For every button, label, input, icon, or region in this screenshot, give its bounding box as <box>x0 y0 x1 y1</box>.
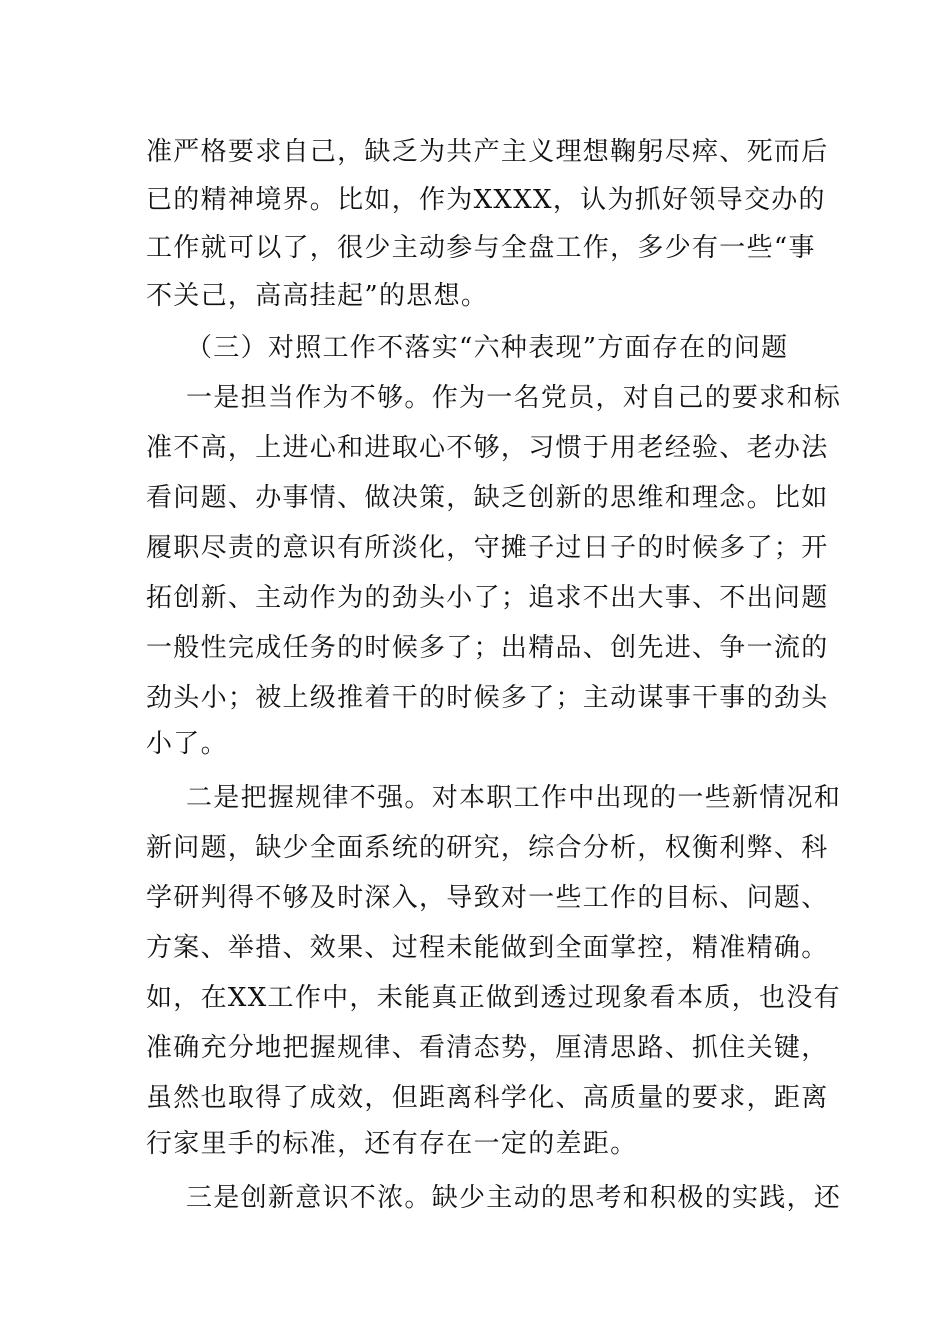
text-line: 已的精神境界。比如，作为XXXX，认为抓好领导交办的 <box>146 185 826 215</box>
text-line: 劲头小；被上级推着干的时候多了；主动谋事干事的劲头 <box>146 683 829 713</box>
section-heading: （三）对照工作不落实“六种表现”方面存在的问题 <box>186 333 789 363</box>
text-line: 二是把握规律不强。对本职工作中出现的一些新情况和 <box>186 783 842 813</box>
text-line: 准确充分地把握规律、看清态势，厘清思路、抓住关键， <box>146 1033 829 1063</box>
text-line: 看问题、办事情、做决策，缺乏创新的思维和理念。比如 <box>146 483 829 513</box>
text-line: 拓创新、主动作为的劲头小了；追求不出大事、不出问题 <box>146 583 829 613</box>
text-line: 不关己，高高挂起”的思想。 <box>146 281 489 311</box>
text-line: 一是担当作为不够。作为一名党员，对自己的要求和标 <box>186 383 842 413</box>
text-line: 准不高，上进心和进取心不够，习惯于用老经验、老办法 <box>146 433 829 463</box>
text-line: 小了。 <box>146 729 228 759</box>
text-line: 准严格要求自己，缺乏为共产主义理想鞠躬尽瘁、死而后 <box>146 137 829 167</box>
text-line: 工作就可以了，很少主动参与全盘工作，多少有一些“事 <box>146 233 816 263</box>
text-line: 虽然也取得了成效，但距离科学化、高质量的要求，距离 <box>146 1083 829 1113</box>
text-line: 履职尽责的意识有所淡化，守摊子过日子的时候多了；开 <box>146 533 829 563</box>
text-line: 三是创新意识不浓。缺少主动的思考和积极的实践，还 <box>186 1183 842 1213</box>
text-line: 行家里手的标准，还有存在一定的差距。 <box>146 1129 638 1159</box>
text-line: 方案、举措、效果、过程未能做到全面掌控，精准精确。 <box>146 933 829 963</box>
text-line: 新问题，缺少全面系统的研究，综合分析，权衡利弊、科 <box>146 833 829 863</box>
text-line: 一般性完成任务的时候多了；出精品、创先进、争一流的 <box>146 633 829 663</box>
text-line: 学研判得不够及时深入，导致对一些工作的目标、问题、 <box>146 883 829 913</box>
text-line: 如，在XX工作中，未能真正做到透过现象看本质，也没有 <box>146 983 841 1013</box>
